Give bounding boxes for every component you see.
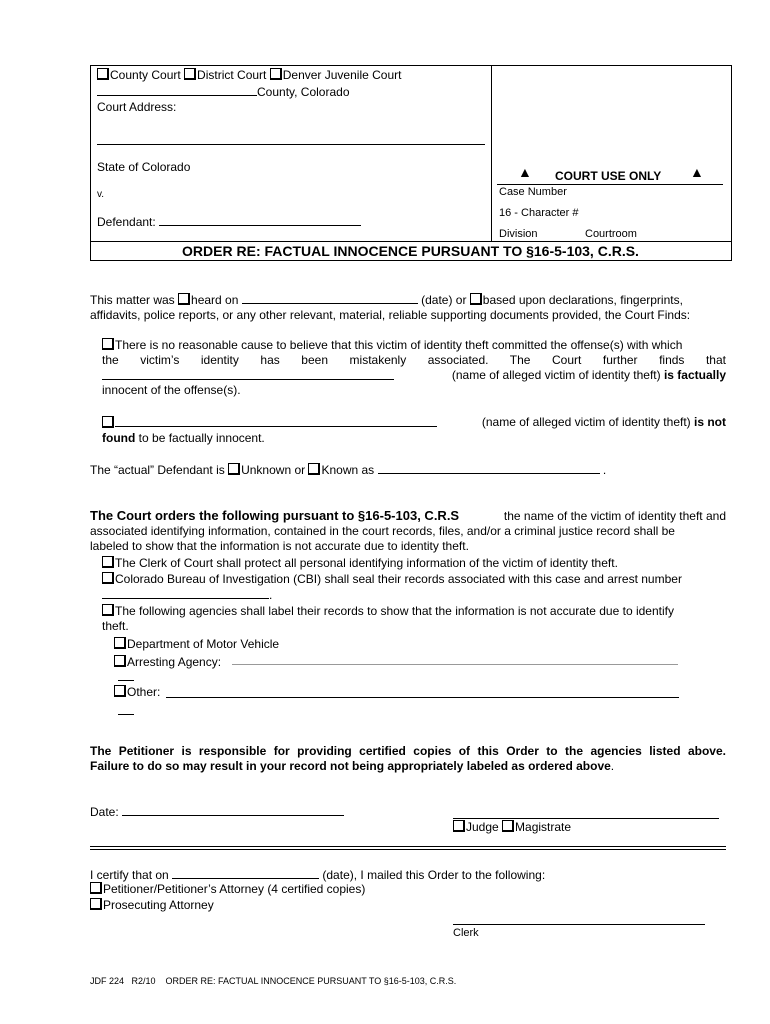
checkbox-cbi[interactable] [102,572,114,584]
certificate-item-2-label: Prosecuting Attorney [103,898,214,912]
intro-paragraph [90,292,726,323]
arrow-right-icon: ▲ [690,164,704,180]
agency-arresting-label: Arresting Agency: [127,655,222,669]
versus-label: v. [97,189,105,200]
intro-date-or: (date) or [421,293,467,307]
option-county-court: County Court [110,68,181,82]
county-blank[interactable] [97,84,257,96]
checkbox-unknown[interactable] [228,463,240,475]
finding-1 [102,338,726,398]
petitioner-notice [90,744,726,774]
finding-2-name-label: (name of alleged victim of identity theft) [481,415,691,429]
arrest-number-end: . [269,588,273,602]
checkbox-prosecuting-attorney[interactable] [90,898,102,910]
certificate-line [90,867,545,883]
agency-arresting [114,655,221,670]
order-clerk [102,556,618,571]
certificate-date-blank[interactable] [172,867,319,879]
checkbox-denver-juvenile-court[interactable] [270,68,282,80]
other-agency-blank[interactable] [166,697,679,698]
agency-other-label: Other: [127,685,161,699]
court-address-label: Court Address: [97,100,177,114]
known-as-blank[interactable] [378,462,600,474]
orders-line-3: labeled to show that the information is not accurate due to identity theft. [90,539,469,554]
courtroom-label: Courtroom [585,228,637,240]
finding-2 [102,415,726,446]
option-district-court: District Court [197,68,267,82]
order-clerk-text: The Clerk of Court shall protect all personal identifying information of the victim of identity theft. [115,556,618,570]
cbi-arrest-number [102,587,272,603]
court-address-blank[interactable] [97,144,485,145]
signature-date [90,804,344,820]
checkbox-finding-2[interactable] [102,416,114,428]
checkbox-petitioner-attorney[interactable] [90,882,102,894]
finding-2-tail: to be factually innocent. [138,431,265,445]
county-line [97,84,350,100]
checkbox-based-upon[interactable] [470,293,482,305]
checkbox-dmv[interactable] [114,637,126,649]
agency-dmv-label: Department of Motor Vehicle [127,637,280,651]
signature-date-blank[interactable] [122,804,344,816]
orders-heading: The Court orders the following pursuant to §16-5-103, C.R.S [90,508,460,523]
section-separator-1 [90,846,726,847]
checkbox-arresting-agency[interactable] [114,655,126,667]
finding-1-line-2: the victim’s identity has been mistakenly associated. The Court further finds that [102,353,726,367]
finding-2-is-not: is not [694,415,726,429]
state-label: State of Colorado [97,160,191,174]
orders-heading-tail: the name of the victim of identity theft and [503,509,726,523]
orders-section [90,508,726,554]
known-label: Known as [321,463,375,477]
defendant-label: Defendant: [97,215,156,229]
checkbox-district-court[interactable] [184,68,196,80]
intro-based-upon: based upon declarations, fingerprints, [482,293,683,307]
checkbox-finding-1[interactable] [102,338,114,350]
petitioner-line-1: The Petitioner is responsible for providing certified copies of this Order to the agencies listed above. [90,744,726,758]
certificate-item-2 [90,898,214,913]
defendant-blank[interactable] [159,214,361,226]
arrow-left-icon: ▲ [518,164,532,180]
judge-signature-line[interactable] [453,818,719,819]
arresting-agency-blank[interactable] [232,664,678,665]
order-cbi [102,572,682,587]
order-agencies-tail: theft. [102,619,129,633]
intro-line-1 [90,292,726,308]
certificate-prefix: I certify that on [90,868,169,882]
heard-date-blank[interactable] [242,292,418,304]
section-separator-2 [90,849,726,850]
case-number-label: Case Number [499,186,567,198]
order-cbi-text: Colorado Bureau of Investigation (CBI) shall seal their records associated with this case and arrest number [115,572,682,586]
judge-magistrate [453,820,571,835]
known-as-end: . [602,463,607,477]
certificate-item-1 [90,882,365,897]
finding-1-factually: is factually [663,368,726,382]
checkbox-other[interactable] [114,685,126,697]
caption-divider-vertical [491,65,492,241]
court-use-only: COURT USE ONLY [555,169,662,183]
finding-1-name-label: (name of alleged victim of identity theft) [451,368,661,382]
checkbox-magistrate[interactable] [502,820,514,832]
checkbox-agencies[interactable] [102,604,114,616]
agency-dmv [114,637,279,652]
agency-other [114,685,160,700]
petitioner-end: . [610,759,615,773]
certificate-item-1-label: Petitioner/Petitioner’s Attorney (4 certified copies) [103,882,366,896]
order-agencies [102,604,726,634]
intro-heard-on: heard on [191,293,239,307]
other-agency-continuation [118,714,134,715]
actual-defendant-prefix: The “actual” Defendant is [90,463,225,477]
date-label: Date: [90,805,119,819]
finding-1-line-4: innocent of the offense(s). [102,383,241,397]
actual-defendant-line [90,462,606,478]
arrest-number-blank[interactable] [102,587,269,599]
certificate-suffix: (date), I mailed this Order to the following: [322,868,546,882]
magistrate-label: Magistrate [515,820,572,834]
court-options [97,68,401,83]
checkbox-county-court[interactable] [97,68,109,80]
checkbox-judge[interactable] [453,820,465,832]
checkbox-clerk-of-court[interactable] [102,556,114,568]
document-title: ORDER RE: FACTUAL INNOCENCE PURSUANT TO §16-5-103, C.R.S. [182,243,639,259]
finding-2-victim-blank[interactable] [115,415,437,427]
county-suffix: County, Colorado [257,85,350,99]
checkbox-heard-on[interactable] [178,293,190,305]
footer: JDF 224 R2/10 ORDER RE: FACTUAL INNOCENCE PURSUANT TO §16-5-103, C.R.S. [90,976,457,986]
orders-line-2: associated identifying information, contained in the court records, files, and/or a criminal justice record shall be [90,524,675,539]
judge-label: Judge [466,820,499,834]
finding-1-victim-blank[interactable] [102,368,394,380]
defendant-line [97,214,361,230]
option-denver-juvenile-court: Denver Juvenile Court [282,68,402,82]
division-label: Division [499,228,538,240]
court-use-rule [497,184,723,185]
intro-this-matter: This matter was [90,293,175,307]
checkbox-known[interactable] [308,463,320,475]
finding-1-line-1: There is no reasonable cause to believe that this victim of identity theft committed the offense(s) with which [115,338,683,352]
petitioner-line-2: Failure to do so may result in your record not being appropriately labeled as ordered above [90,759,611,773]
character-label: 16 - Character # [499,207,579,219]
intro-line-2: affidavits, police reports, or any other relevant, material, reliable supporting documents provided, the Court Finds: [90,308,691,322]
unknown-label: Unknown or [241,463,306,477]
clerk-signature-line[interactable] [453,924,705,925]
arresting-agency-continuation [118,680,134,681]
clerk-label: Clerk [453,927,479,939]
finding-2-found: found [102,431,136,445]
order-agencies-text: The following agencies shall label their records to show that the information is not accurate due to identify [115,604,674,618]
